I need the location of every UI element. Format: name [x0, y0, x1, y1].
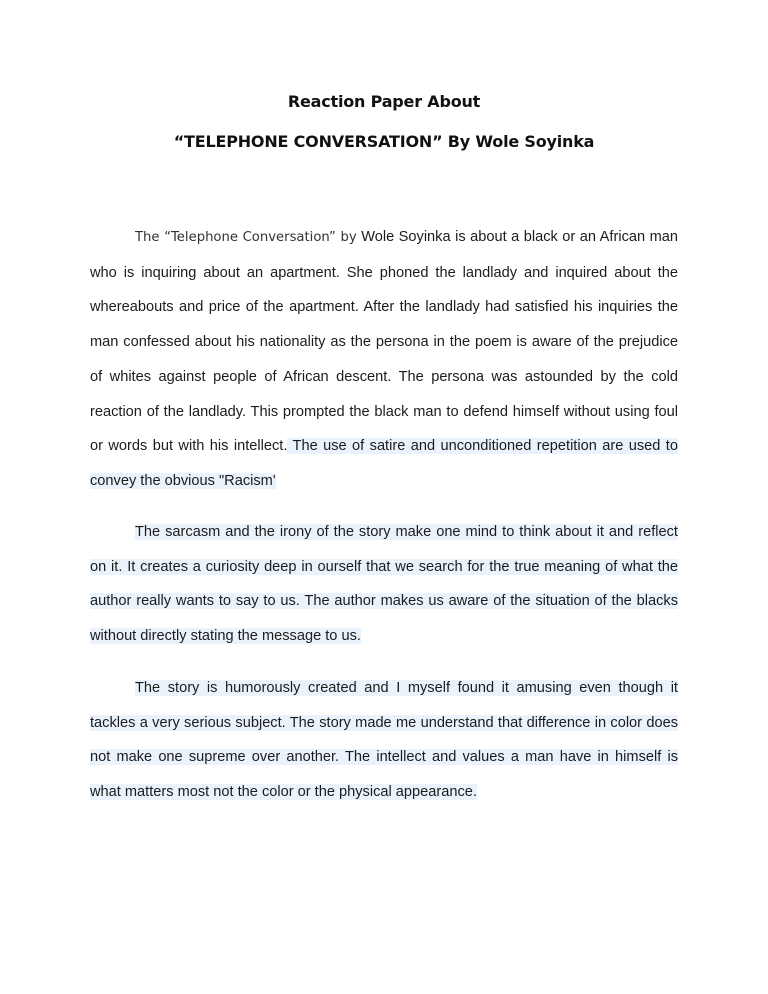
- paragraph-3: [90, 671, 678, 810]
- paragraph-1-body: Wole Soyinka is about a black or an African man who is inquiring about an apartment. She phoned the landlady and inquired about the whereabouts and price of the apartment. After the landlady had satisfied his inquiries the man confessed about his nationality as the persona in the poem is aware of the prejudice of whites against people of African descent. The persona was astounded by the cold reaction of the landlady. This prompted the black man to defend himself without using foul or words but with his intellect.: [90, 229, 678, 455]
- document-subtitle: “TELEPHONE CONVERSATION” By Wole Soyinka: [173, 132, 595, 151]
- paragraph-3-text: The story is humorously created and I myself found it amusing even though it tackles a very serious subject. The story made me understand that difference in color does not make one supreme over another. The intellect and values a man have in himself is what matters most not the color or the physical appearance.: [90, 680, 678, 801]
- paragraph-1-highlight: The use of satire and unconditioned repetition are used to convey the obvious "Racism': [90, 438, 678, 489]
- paragraph-1-lead: The “Telephone Conversation” by: [135, 230, 357, 245]
- document-title: Reaction Paper About: [287, 92, 481, 111]
- paragraph-1: [90, 220, 678, 499]
- paragraph-2-text: The sarcasm and the irony of the story make one mind to think about it and reflect on it. It creates a curiosity deep in ourself that we search for the true meaning of what the author really wants to say to us. The author makes us aware of the situation of the blacks without directly stating the message to us.: [90, 524, 678, 645]
- paragraph-2: [90, 515, 678, 654]
